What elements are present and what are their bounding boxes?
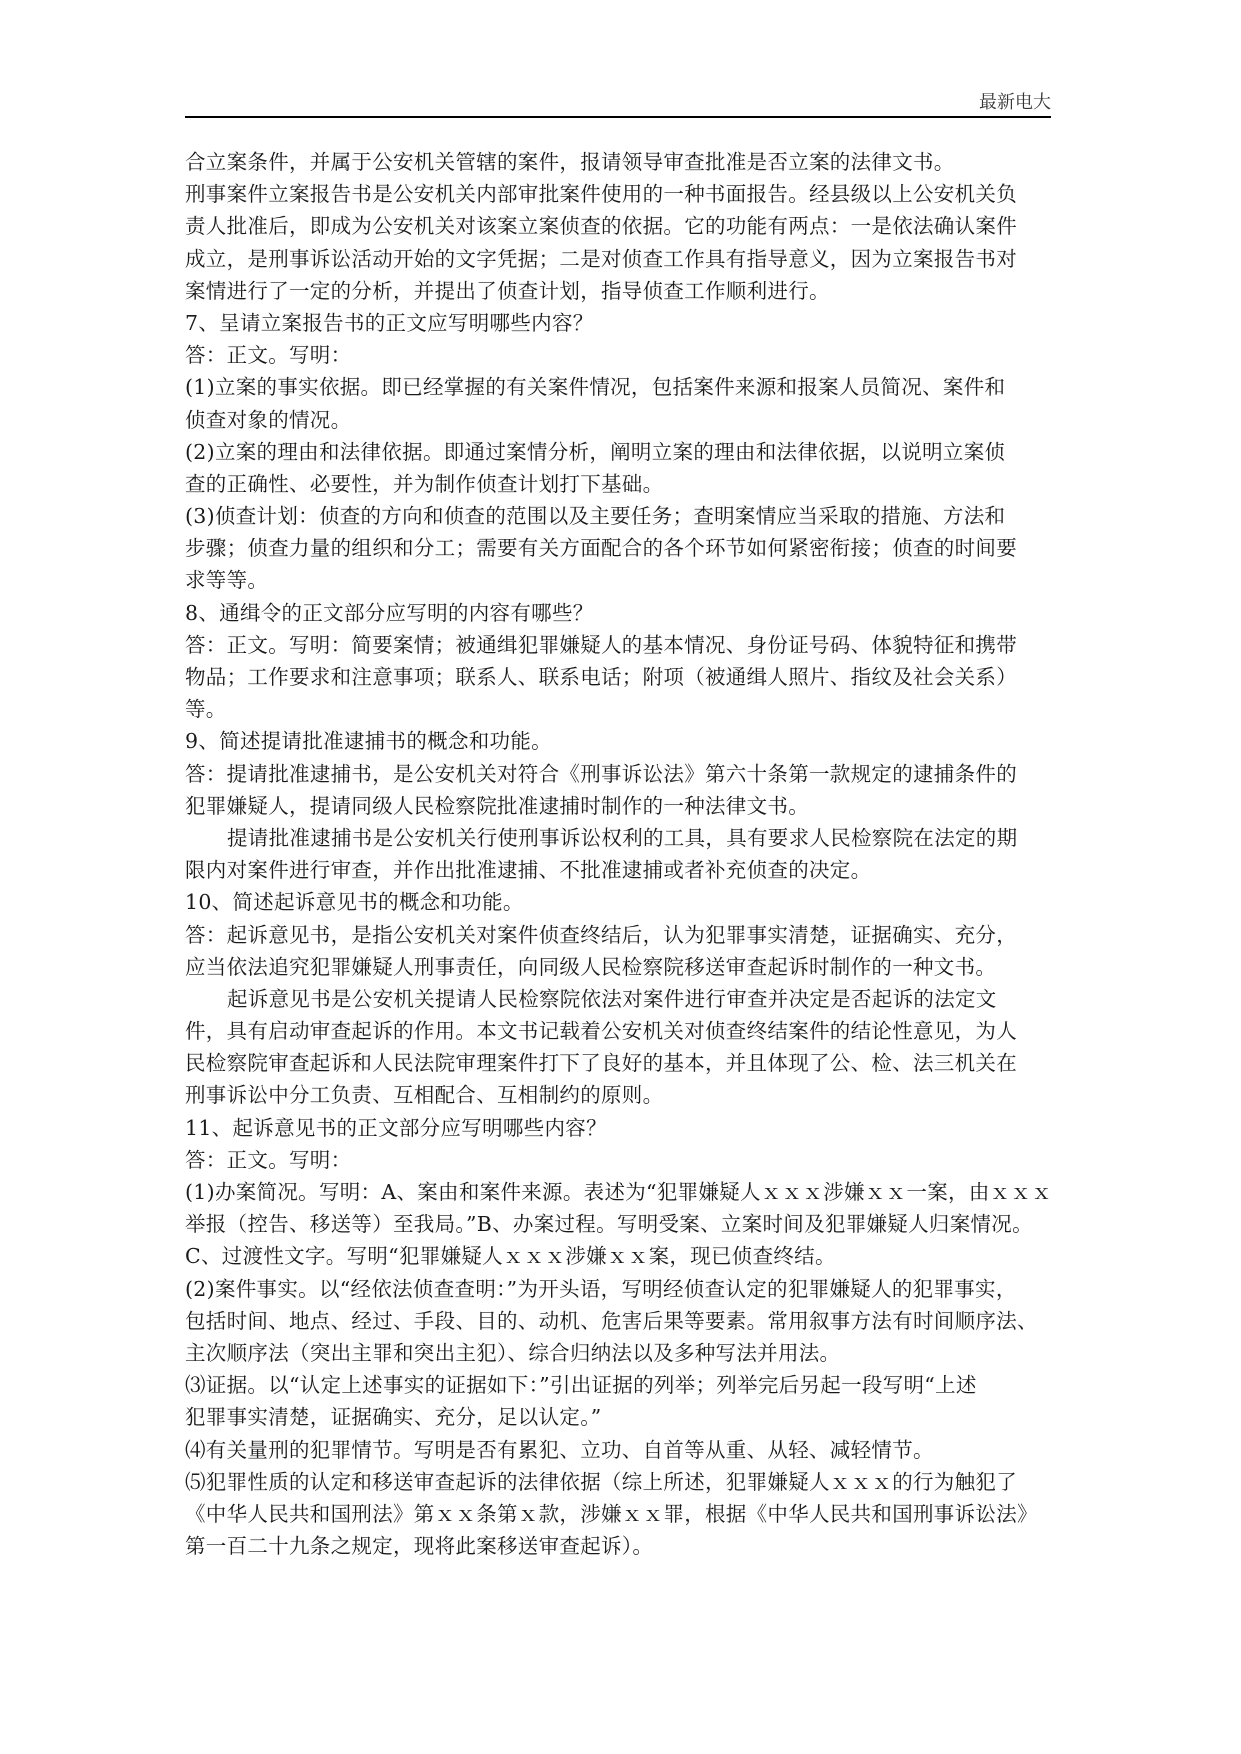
text-line: 刑事诉讼中分工负责、互相配合、互相制约的原则。 (185, 1083, 664, 1108)
text-line: 应当依法追究犯罪嫌疑人刑事责任，向同级人民检察院移送审查起诉时制作的一种文书。 (185, 954, 997, 979)
text-line: ⑸犯罪性质的认定和移送审查起诉的法律依据（综上所述，犯罪嫌疑人ｘｘｘ的行为触犯了 (185, 1469, 1017, 1494)
text-line: 答：正文。写明： (185, 343, 352, 368)
text-line: 答：提请批准逮捕书，是公安机关对符合《刑事诉讼法》第六十条第一款规定的逮捕条件的 (185, 761, 1017, 786)
text-line: 8、通缉令的正文部分应写明的内容有哪些？ (185, 600, 594, 625)
text-line: 提请批准逮捕书是公安机关行使刑事诉讼权利的工具，具有要求人民检察院在法定的期 (227, 825, 1018, 850)
text-line: 答：正文。写明：简要案情；被通缉犯罪嫌疑人的基本情况、身份证号码、体貌特征和携带 (185, 632, 1017, 657)
text-line: 件，具有启动审查起诉的作用。本文书记载着公安机关对侦查终结案件的结论性意见，为人 (185, 1019, 1017, 1044)
text-line: C、过渡性文字。写明“犯罪嫌疑人ｘｘｘ涉嫌ｘｘ案，现已侦查终结。 (185, 1244, 836, 1269)
text-line: 刑事案件立案报告书是公安机关内部审批案件使用的一种书面报告。经县级以上公安机关负 (185, 182, 1017, 207)
text-line: (1)立案的事实依据。即已经掌握的有关案件情况，包括案件来源和报案人员简况、案件和 (185, 375, 1006, 400)
text-line: 步骤；侦查力量的组织和分工；需要有关方面配合的各个环节如何紧密衔接；侦查的时间要 (185, 536, 1017, 561)
text-line: 成立，是刑事诉讼活动开始的文字凭据；二是对侦查工作具有指导意义，因为立案报告书对 (185, 246, 1017, 271)
text-line: 包括时间、地点、经过、手段、目的、动机、危害后果等要素。常用叙事方法有时间顺序法、 (185, 1308, 1038, 1333)
text-line: 答：正文。写明： (185, 1147, 352, 1172)
text-line: ⑷有关量刑的犯罪情节。写明是否有累犯、立功、自首等从重、从轻、减轻情节。 (185, 1437, 934, 1462)
text-line: (2)立案的理由和法律依据。即通过案情分析，阐明立案的理由和法律依据，以说明立案侦 (185, 439, 1006, 464)
text-line: 责人批准后，即成为公安机关对该案立案侦查的依据。它的功能有两点：一是依法确认案件 (185, 214, 1017, 239)
text-line: 求等等。 (185, 568, 269, 593)
text-line: (3)侦查计划：侦查的方向和侦查的范围以及主要任务；查明案情应当采取的措施、方法和 (185, 504, 1006, 529)
text-line: 物品；工作要求和注意事项；联系人、联系电话；附项（被通缉人照片、指纹及社会关系） (185, 665, 1017, 689)
text-line: 9、简述提请批准逮捕书的概念和功能。 (185, 729, 552, 754)
text-line: 犯罪嫌疑人，提请同级人民检察院批准逮捕时制作的一种法律文书。 (185, 793, 809, 818)
header-label: 最新电大 (979, 92, 1051, 113)
text-line: 答：起诉意见书，是指公安机关对案件侦查终结后，认为犯罪事实清楚，证据确实、充分， (185, 922, 1017, 947)
text-line: 举报（控告、移送等）至我局。”B、办案过程。写明受案、立案时间及犯罪嫌疑人归案情况。 (185, 1212, 1033, 1237)
text-line: 案情进行了一定的分析，并提出了侦查计划，指导侦查工作顺利进行。 (185, 278, 830, 303)
text-line: 起诉意见书是公安机关提请人民检察院依法对案件进行审查并决定是否起诉的法定文 (227, 986, 997, 1011)
text-line: 11、起诉意见书的正文部分应写明哪些内容？ (185, 1115, 607, 1140)
text-line: ⑶证据。以“认定上述事实的证据如下：”引出证据的列举；列举完后另起一段写明“上述 (185, 1373, 977, 1398)
text-line: 限内对案件进行审查，并作出批准逮捕、不批准逮捕或者补充侦查的决定。 (185, 858, 872, 883)
text-line: 主次顺序法（突出主罪和突出主犯）、综合归纳法以及多种写法并用法。 (185, 1340, 841, 1365)
text-line: 《中华人民共和国刑法》第ｘｘ条第ｘ款，涉嫌ｘｘ罪，根据《中华人民共和国刑事诉讼法》 (185, 1501, 1038, 1526)
text-line: 合立案条件，并属于公安机关管辖的案件，报请领导审查批准是否立案的法律文书。 (185, 150, 955, 174)
text-line: 查的正确性、必要性，并为制作侦查计划打下基础。 (185, 471, 664, 496)
text-line: (1)办案简况。写明：A、案由和案件来源。表述为“犯罪嫌疑人ｘｘｘ涉嫌ｘｘ一案，由ｘｘｘ (185, 1180, 1053, 1204)
text-line: 民检察院审查起诉和人民法院审理案件打下了良好的基本，并且体现了公、检、法三机关在 (185, 1051, 1017, 1076)
text-line: (2)案件事实。以“经依法侦查查明：”为开头语，写明经侦查认定的犯罪嫌疑人的犯罪事实， (185, 1276, 1017, 1301)
text-line: 7、呈请立案报告书的正文应写明哪些内容？ (185, 310, 594, 335)
text-line: 10、简述起诉意见书的概念和功能。 (185, 890, 524, 915)
text-line: 第一百二十九条之规定，现将此案移送审查起诉）。 (185, 1534, 654, 1559)
document-body (185, 146, 1065, 1562)
text-line: 等。 (185, 697, 227, 722)
text-line: 侦查对象的情况。 (185, 407, 352, 432)
text-line: 犯罪事实清楚，证据确实、充分，足以认定。” (185, 1405, 602, 1430)
page-header (185, 86, 1051, 118)
